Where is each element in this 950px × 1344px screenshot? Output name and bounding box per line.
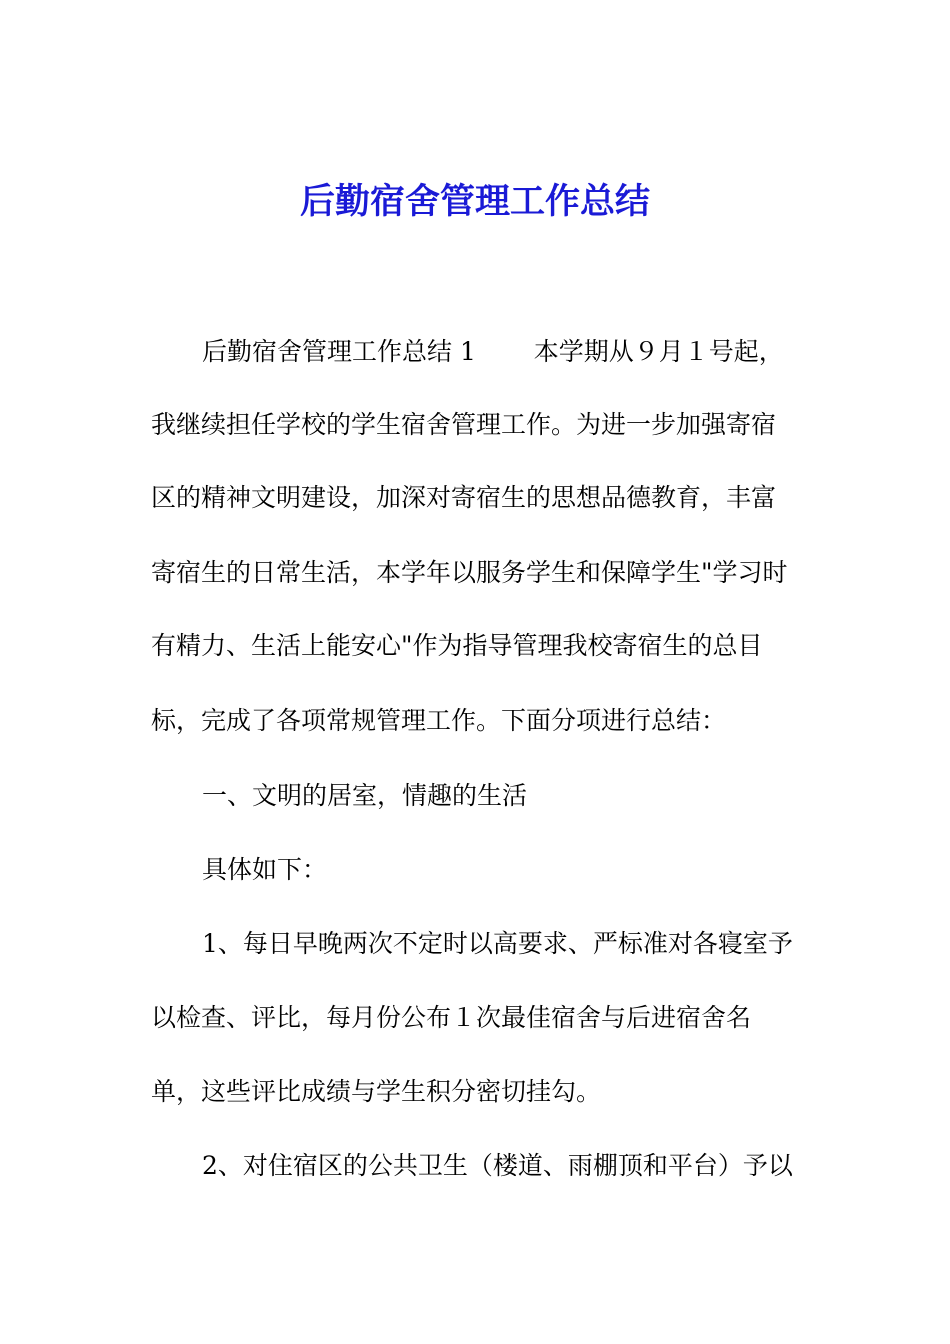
list-item-line: 以检查、评比，每月份公布１次最佳宿舍与后进宿舍名 xyxy=(151,1003,752,1032)
paragraph-line: 寄宿生的日常生活，本学年以服务学生和保障学生"学习时 xyxy=(151,558,788,587)
list-item-line: 1、每日早晚两次不定时以高要求、严标准对各寝室予 xyxy=(202,929,793,958)
paragraph-line: 具体如下： xyxy=(202,855,328,884)
paragraph-line: 我继续担任学校的学生宿舍管理工作。为进一步加强寄宿 xyxy=(151,410,777,439)
list-item-line: 单，这些评比成绩与学生积分密切挂勾。 xyxy=(151,1077,602,1106)
paragraph-line: 标，完成了各项常规管理工作。下面分项进行总结： xyxy=(151,706,727,735)
paragraph-line: 后勤宿舍管理工作总结 1 本学期从９月１号起， xyxy=(202,337,784,366)
paragraph-line: 区的精神文明建设，加深对寄宿生的思想品德教育，丰富 xyxy=(151,483,777,512)
list-item-line: 2、对住宿区的公共卫生（楼道、雨棚顶和平台）予以 xyxy=(202,1151,793,1180)
section-heading: 一、文明的居室，情趣的生活 xyxy=(202,781,528,810)
document-title: 后勤宿舍管理工作总结 xyxy=(299,182,650,222)
paragraph-line: 有精力、生活上能安心"作为指导管理我校寄宿生的总目 xyxy=(151,631,763,660)
